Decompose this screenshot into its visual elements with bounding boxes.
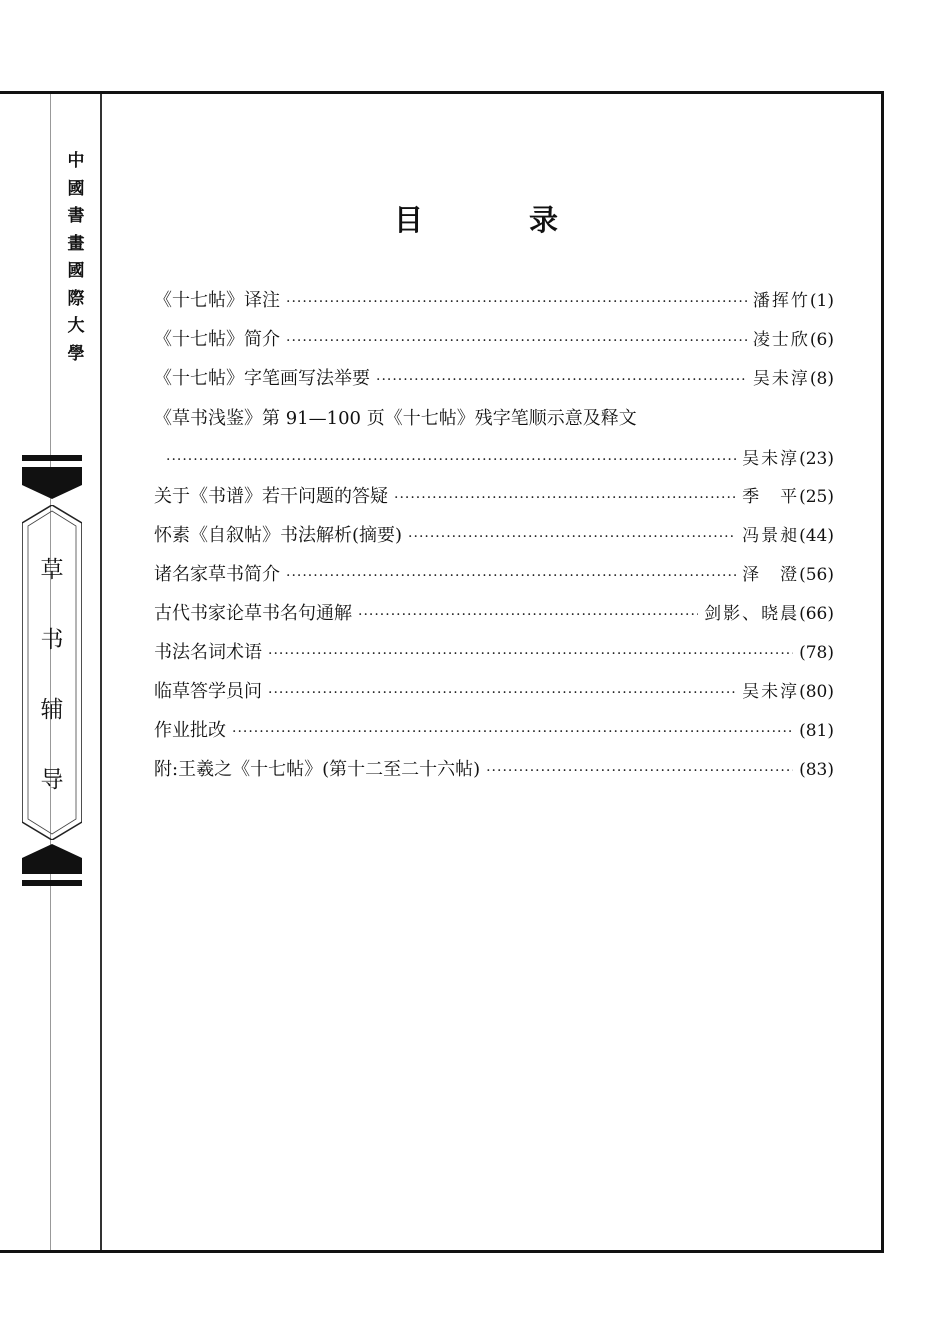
toc-entry-author: 季 平: [742, 487, 800, 507]
toc-leader-dots: [268, 685, 736, 701]
toc-leader-dots: [358, 607, 698, 623]
toc-entry-author: 吴未淳: [742, 449, 800, 469]
toc-entry[interactable]: [154, 560, 834, 590]
sidebar-right-rule: [100, 94, 102, 1250]
toc-entry-author: 吴未淳: [752, 369, 810, 389]
toc-leader-dots: [232, 724, 793, 740]
toc-entry-title: 作业批改: [154, 720, 226, 741]
toc-entry-title: 《十七帖》字笔画写法举要: [154, 368, 370, 389]
book-title-char: 书: [40, 627, 64, 654]
toc-leader-dots: [286, 568, 736, 584]
toc-entry[interactable]: [154, 677, 834, 707]
toc-entry-author: 剑影、晓晨: [704, 604, 800, 624]
toc-entry-page: (23): [799, 449, 834, 469]
toc-entry[interactable]: [154, 482, 834, 512]
toc-entry-title: 诸名家草书简介: [154, 564, 280, 585]
toc-entry-title: 《十七帖》译注: [154, 290, 280, 311]
toc-entry-page: (56): [799, 565, 834, 585]
toc-entry-page: (25): [799, 487, 834, 507]
toc-leader-dots: [268, 646, 793, 662]
toc-leader-dots: [376, 372, 747, 388]
toc-entry[interactable]: [154, 325, 834, 355]
book-title-char: 辅: [40, 696, 64, 723]
toc-leader-dots: [286, 333, 747, 349]
toc-entry-title: 怀素《自叙帖》书法解析(摘要): [154, 525, 403, 546]
series-char: 學: [67, 343, 85, 364]
toc-entry-title: 附:王羲之《十七帖》(第十二至二十六帖): [154, 759, 481, 780]
frame-bottom-border: [0, 1250, 884, 1253]
toc-entry-title: 关于《书谱》若干问题的答疑: [154, 486, 388, 507]
toc-entry-page: (66): [799, 604, 834, 624]
frame-right-border: [881, 91, 884, 1253]
series-char: 國: [67, 178, 85, 199]
toc-entry-title: 《草书浅鉴》第 91—100 页《十七帖》残字笔顺示意及释文: [154, 408, 637, 429]
toc-entry-page: (81): [799, 721, 834, 741]
toc-entry-page: (44): [799, 526, 834, 546]
book-title-cartouche: [22, 505, 82, 840]
ornament-bottom-icon: [22, 842, 82, 888]
toc-entry[interactable]: [154, 521, 834, 551]
toc-entry-continuation[interactable]: [154, 444, 834, 474]
toc-leader-dots: [408, 529, 736, 545]
series-char: 國: [67, 261, 85, 281]
toc-leader-dots: [486, 763, 793, 779]
toc-entry-title: 临草答学员问: [154, 681, 262, 702]
toc-entry[interactable]: [154, 599, 834, 629]
frame-top-border: [0, 91, 884, 94]
toc-entry-author: 冯景昶: [742, 526, 800, 546]
toc-entry-author: 泽 澄: [742, 565, 800, 585]
toc-leader-dots: [286, 294, 747, 310]
book-title-char: 导: [40, 766, 64, 793]
toc-entry[interactable]: [154, 755, 834, 785]
page-title: 目 录: [393, 203, 607, 237]
toc-leader-dots: [166, 452, 736, 468]
book-title-char: 草: [40, 557, 64, 584]
toc-entry[interactable]: [154, 716, 834, 746]
series-title: [52, 148, 100, 368]
toc-leader-dots: [394, 490, 736, 506]
series-char: 大: [67, 316, 85, 336]
series-char: 書: [67, 206, 85, 226]
toc-entry-page: (78): [799, 643, 834, 663]
toc-entry[interactable]: [154, 364, 834, 394]
series-char: 際: [67, 288, 85, 309]
toc-entry-author: 吴未淳: [742, 682, 800, 702]
toc-entry[interactable]: [154, 638, 834, 668]
toc-entry-title: 古代书家论草书名句通解: [154, 603, 352, 624]
toc-entry[interactable]: [154, 286, 834, 316]
toc-entry-page: (80): [799, 682, 834, 702]
toc-entry-page: (6): [809, 330, 834, 350]
series-char: 畫: [67, 233, 85, 254]
toc-entry-author: 凌士欣: [752, 330, 810, 350]
toc-entry-page: (83): [799, 760, 834, 780]
toc-entry-title: 书法名词术语: [154, 642, 262, 663]
toc-entry-page: (1): [809, 291, 834, 311]
toc-entry-page: (8): [809, 369, 834, 389]
toc-entry[interactable]: [154, 404, 834, 434]
ornament-top-icon: [22, 455, 82, 505]
toc-entry-author: 潘挥竹: [752, 291, 810, 311]
series-char: 中: [67, 151, 85, 171]
toc-entry-title: 《十七帖》简介: [154, 329, 280, 350]
